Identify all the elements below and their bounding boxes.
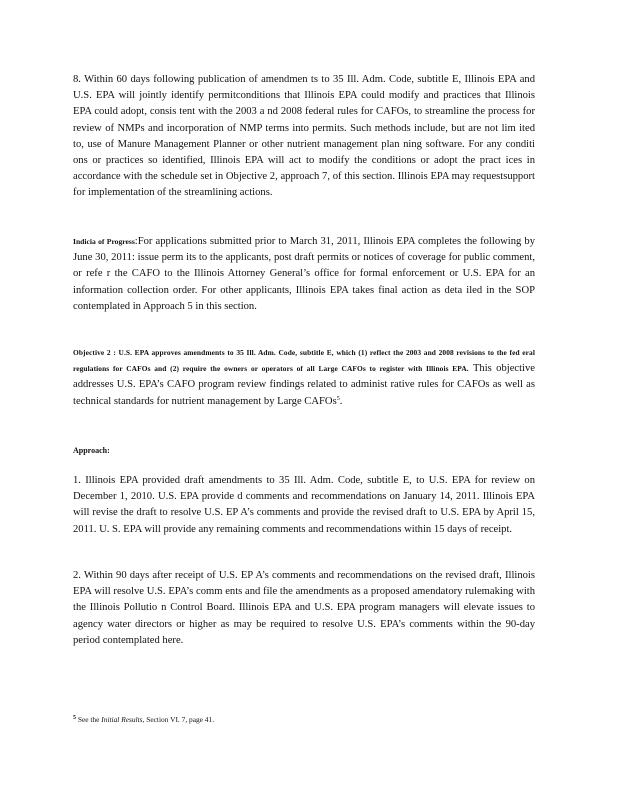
footnote-title: Initial Results — [101, 715, 143, 724]
footnote-reference: 5 — [336, 395, 340, 402]
footnote-mark: 5 — [73, 715, 76, 721]
footnote — [73, 712, 535, 726]
indicia-label: Indicia of Progress — [73, 237, 135, 246]
objective-2-text: This objective addresses U.S. EPA’s CAFO program review findings related to administ rative rules for CAFOs as well as technical standards for nutrient management by Large CAFOs — [73, 363, 535, 407]
paragraph-objective-2: Objective 2 : U.S. EPA approves amendments to 35 Ill. Adm. Code, subtitle E, which (1) reflect the 2003 and 2008 revisions to the fed eral regulations for CAFOs and (2) require the owners or operators of all Large CAFOs to register with Illinois EPA. This objective addresses U.S. EPA’s CAFO program review findings related to administ rative rules for CAFOs as well as technical standards for nutrient management by Large CAFOs$^5$. — [73, 348, 535, 407]
footnote-pre: See the — [77, 715, 100, 724]
paragraph-indicia-of-progress — [73, 234, 535, 315]
paragraph-approach-2: 2. Within 90 days after receipt of U.S. EP A’s comments and recommendations on the revised draft, Illinois EPA will resolve U.S. EPA’s comm ents and file the amendments as a proposed amendatory rulemaking with the Illinois Pollutio n Control Board. Illinois EPA and U.S. EPA program managers will elevate issues to agency water directors or higher as may be required to resolve U.S. EPA’s comments within the 90-day period contemplated here. — [73, 570, 535, 646]
objective-2-heading: Objective 2 : U.S. EPA approves amendments to 35 Ill. Adm. Code, subtitle E, which (1) reflect the 2003 and 2008 revisions to the fed eral regulations for CAFOs and (2) require the owners or operators of all Large CAFOs to register with Illinois EPA. — [73, 348, 535, 374]
paragraph-approach-8: 8. Within 60 days following publication of amendmen ts to 35 Ill. Adm. Code, subtitle E, Illinois EPA and U.S. EPA will jointly identify permitconditions that Illinois EPA could modify and practices that Illinois EPA could adopt, consis tent with the 2003 a nd 2008 federal rules for CAFOs, to streamline the process for review of NMPs and incorporation of NMP terms into permits. Such methods include, but are not lim ited to, use of Manure Management Planner or other nutrient management plan ning software. For any conditi ons or practices so identified, Illinois EPA will act to modify the conditions or adopt the pract ices in accordance with the schedule set in Objective 2, approach 7, of this section. Illinois EPA may requestsupport for implementation of the streamlining actions. — [73, 74, 535, 199]
indicia-text: :For applications submitted prior to March 31, 2011, Illinois EPA completes the following by June 30, 2011: issue perm its to the applicants, post draft permits or notices of coverage for public comment, or refe r the CAFO to the Illinois Attorney General’s office for formal enforcement or U.S. EPA for an information collection order. For other applicants, Illinois EPA takes final action as deta iled in the SOP contemplated in Approach 5 in this section. — [73, 236, 535, 312]
footnote-post: , Section VI. 7, page 41. — [142, 715, 215, 724]
approach-heading: Approach: — [73, 446, 110, 455]
paragraph-approach-1: 1. Illinois EPA provided draft amendments to 35 Ill. Adm. Code, subtitle E, to U.S. EPA for review on December 1, 2010. U.S. EPA provide d comments and recommendations on January 14, 2011. Illinois EPA will revise the draft to resolve U.S. EP A’s comments and provide the revised draft to U.S. EPA by April 15, 2011. U. S. EPA will provide any remaining comments and recommendations within 15 days of receipt. — [73, 475, 535, 535]
